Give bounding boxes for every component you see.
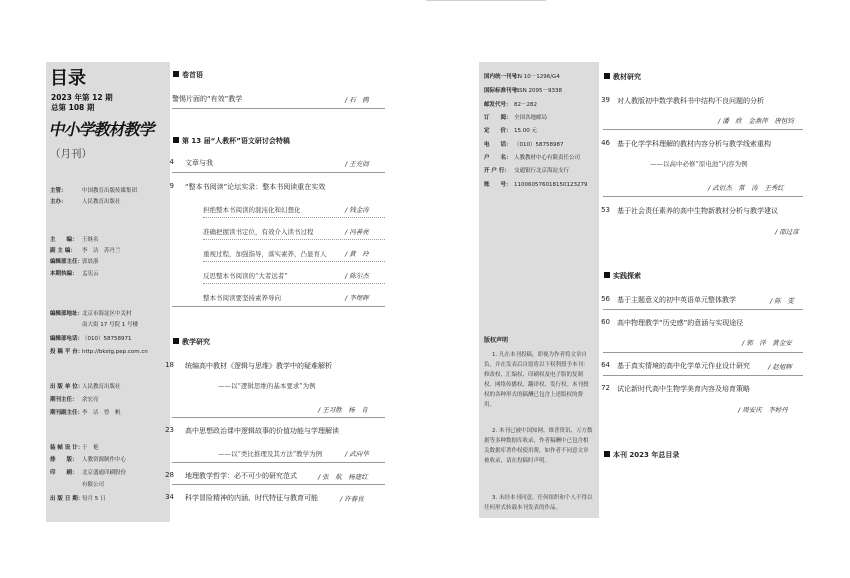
masthead-value: 人教资源制作中心 [82,457,127,463]
masthead-value: （010）58758971 [82,336,132,342]
masthead-value: 人民教育出版社 [82,384,121,390]
masthead-key: 装 帧 设 计： [50,445,84,451]
masthead-row [50,197,121,205]
masthead-value: 中国教育出版传媒集团 [82,188,138,194]
masthead-row [50,395,99,403]
toc-entry-page: 56 [601,295,610,303]
section-marker-icon [604,272,610,278]
masthead-value: 李 洁 曾 帆 [82,410,121,416]
toc-entry-page: 64 [601,361,610,369]
masthead-row [50,257,99,265]
toc-entry-subtitle: ——以高中必修“原电池”内容为例 [650,160,748,168]
divider [603,375,803,376]
meta-row [484,166,569,174]
toc-entry-page: 60 [601,318,610,326]
divider [172,108,385,109]
divider [172,417,385,418]
meta-row [484,153,580,161]
masthead-row [50,443,99,451]
divider [172,462,385,463]
meta-key: 订 阅： [484,115,512,121]
journal-logo: 中小学教材教学 [47,120,157,139]
masthead-row [50,320,138,328]
toc-entry-title[interactable]: 基于主题意义的初中英语单元整体教学 [617,296,736,304]
meta-value: 交通银行北京海淀支行 [514,168,570,174]
masthead-row [50,480,104,488]
masthead-key: 期刊主任： [50,397,78,403]
toc-subitem-author: / 钱金涛 [345,206,369,214]
divider [172,484,385,485]
toc-entry-author: / 郭 洋 黄金安 [742,339,792,347]
masthead-row [50,468,126,476]
toc-entry-page: 53 [601,206,610,214]
toc-entry-author: / 石 鸥 [345,96,369,104]
meta-row [484,113,547,121]
copyright-paragraph: 2. 本刊已被中国知网、维普资讯、万方数据等多种数据库收录，作者稿酬中已包含相关数据库著作权使用费，如作者不同意文章被收录，请在投稿时声明。 [484,428,593,464]
toc-entry-page: 28 [165,471,174,479]
meta-value: （010）58758987 [514,142,564,148]
total-issue: 总第 108 期 [51,103,95,112]
toc-entry-author: / 王习胜 杨 肯 [318,406,368,414]
toc-entry-author: / 陈 雯 [770,297,794,305]
masthead-row [50,269,99,277]
masthead-key: 排 版： [50,457,78,463]
toc-subitem-author: / 黄 玲 [345,250,369,258]
masthead-key: 主 编： [50,237,78,243]
masthead-value: http://bkstg.pep.com.cn [82,349,148,355]
toc-subitem-title[interactable]: 准确把握读书定位，有效介入读书过程 [203,228,314,236]
masthead-row [50,186,137,194]
masthead-value: 李 洁 苏丹兰 [82,248,121,254]
toc-entry-page: 4 [169,158,174,166]
toc-entry-page: 23 [165,426,174,434]
meta-row [484,180,588,188]
masthead-key: 主管： [50,188,67,194]
meta-key: 户 名： [484,155,512,161]
section-marker-icon [173,338,179,344]
toc-entry-author: / 武向华 [345,450,369,458]
masthead-value: 于 艳 [82,445,99,451]
masthead-value: 南大街 17 号院 1 号楼 [82,322,138,328]
toc-entry-title[interactable]: 基于化学学科理解的教材内容分析与教学线索重构 [617,140,771,148]
masthead-key: 印 刷： [50,470,78,476]
masthead-row [50,309,132,317]
toc-entry-title[interactable]: 文章与我 [185,159,213,167]
toc-entry-title[interactable]: 基于社会责任素养的高中生物新教材分析与教学建议 [617,207,778,215]
copyright-title: 版权声明 [484,337,509,344]
masthead-key: 投 稿 平 台： [50,349,84,355]
masthead-value: 余宏亮 [82,397,99,403]
toc-entry-author: / 赵旭辉 [768,363,792,371]
masthead-value: 有限公司 [82,482,105,488]
toc-subitem-author: / 陈尔杰 [345,272,369,280]
masthead-value: 北京市海淀区中关村 [82,311,132,317]
toc-entry-author: / 邵过彦 [775,228,799,236]
toc-entry-title[interactable]: 高中思想政治课中逻辑故事的价值功能与学理解读 [185,427,339,435]
meta-value: 人教教材中心有限责任公司 [514,155,581,161]
meta-key: 账 号： [484,182,512,188]
toc-entry-page: 46 [601,139,610,147]
divider [603,352,803,353]
copyright-paragraph: 1. 凡在本刊投稿，即视为作者将文章自负，并在发表后自愿将以下权利授予本刊：修改权、汇编权、印刷权及电子版的复制权、网络传播权、翻译权、发行权。本刊授权的各种形式的稿酬已包含上述版权的费用。 [484,352,589,408]
divider [603,129,803,130]
masthead-key: 编辑部电话： [50,336,84,342]
divider [203,217,385,218]
masthead-row [50,455,126,463]
divider [603,309,803,310]
masthead-key: 编辑部地址： [50,311,84,317]
section-marker-icon [173,71,179,77]
meta-key: 国内统一刊号： [484,74,523,80]
toc-entry-title[interactable]: 科学冒险精神的内涵、时代特征与教育可能 [185,494,318,502]
toc-entry-page: 9 [169,182,174,190]
toc-entry-title[interactable]: 基于真实情境的高中化学单元作业设计研究 [617,362,750,370]
masthead-row [50,246,121,254]
toc-entry-page: 34 [165,493,174,501]
divider [203,283,385,284]
meta-value: 82－282 [514,102,537,108]
toc-entry-page: 18 [165,361,174,369]
meta-value: ISSN 2095－9338 [514,88,562,94]
divider [172,172,385,173]
masthead-row [50,408,121,416]
masthead-value: 王继名 [82,237,99,243]
toc-subitem-title[interactable]: 整本书阅读要坚持素养导向 [203,294,281,302]
section-title-jiaoxueyanjiu: 教学研究 [182,338,210,346]
meta-key: 国际标准刊号： [484,88,523,94]
section-title-renjiaobei: 第 13 届“人教杯”语文研讨会特稿 [182,137,290,145]
section-marker-icon [173,137,179,143]
masthead-value: 北京盛通印刷股份 [82,470,127,476]
toc-subitem-title[interactable]: 重视过程，加强指导，落实素养，凸显育人 [203,250,327,258]
toc-subitem-author: / 冯善亮 [345,228,369,236]
toc-entry-author: / 潘 欣 金燕萍 唐恒钧 [718,117,794,125]
masthead-key: 本期执编： [50,271,78,277]
masthead-key: 副 主 编： [50,248,76,254]
toc-subitem-title[interactable]: 反思整本书阅读的“大者远者” [203,272,288,280]
meta-key: 邮发代号： [484,102,512,108]
toc-entry-title[interactable]: 试论新时代高中生物学美育内容及培育策略 [617,385,750,393]
toc-entry-title[interactable]: 高中物理教学“历史感”的意涵与实现途径 [617,319,744,327]
section-marker-icon [604,73,610,79]
masthead-key: 期刊副主任： [50,410,84,416]
masthead-key: 编辑部主任： [50,259,84,265]
toc-entry-page: 72 [601,384,610,392]
masthead-row [50,494,106,502]
top-divider [426,0,546,1]
divider [603,196,803,197]
toc-entry-title[interactable]: 统编高中教材《逻辑与思维》教学中的疑难解析 [185,362,332,370]
divider [203,239,385,240]
meta-value: 全国各地邮局 [514,115,548,121]
toc-entry-author: / 武衍杰 常 涛 王秀红 [708,184,784,192]
section-title-shijiantansuo: 实践探索 [613,272,641,280]
frequency-label: （月刊） [50,148,92,160]
meta-key: 定 价： [484,128,512,134]
divider [203,261,385,262]
masthead-row [50,334,132,342]
toc-entry-author: / 张 航 杨建红 [318,473,368,481]
meta-key: 开 户 行： [484,168,510,174]
masthead-value: 人民教育出版社 [82,199,121,205]
masthead-value: 郭晨浙 [82,259,99,265]
section-title-juanshouyu: 卷首语 [182,71,203,79]
divider [172,306,385,307]
section-title-annual-index[interactable]: 本刊 2023 年总目录 [613,451,680,459]
toc-subitem-author: / 李煜晖 [345,294,369,302]
masthead-value: 孟宪云 [82,271,99,277]
meta-value: CN 10－1296/G4 [514,74,560,80]
section-marker-icon [604,451,610,457]
masthead-row [50,347,148,355]
meta-row [484,86,562,94]
masthead-value: 每月 5 日 [82,496,106,502]
toc-entry-author: / 许春良 [340,495,364,503]
toc-entry-title[interactable]: 对人教版初中数学教科书中结构不良问题的分析 [617,97,764,105]
masthead-key: 主办： [50,199,67,205]
meta-row [484,100,537,108]
meta-value: 110060576018150123279 [514,182,588,188]
toc-subitem-title[interactable]: 担绝整本书阅读的混沌化和幻想化 [203,206,301,214]
issue-number: 2023 年第 12 期 [51,93,113,102]
masthead-row [50,382,121,390]
section-title-jiaocaiyanjiu: 教材研究 [613,73,641,81]
toc-entry-subtitle: ——以“逻辑思维的基本要求”为例 [218,382,316,390]
meta-row [484,126,537,134]
toc-entry-author: / 周安庆 李婷丹 [738,406,788,414]
toc-entry-title[interactable]: 地理教学哲学：必不可少的研究范式 [185,472,297,480]
copyright-paragraph: 3. 未经本刊同意，任何组织和个人不得以任何形式转载本刊发表的作品。 [484,495,593,511]
toc-entry-page: 39 [601,96,610,104]
meta-value: 15.00 元 [514,128,537,134]
masthead-key: 出 版 日 期： [50,496,84,502]
toc-heading: 目录 [50,68,86,89]
toc-entry-author: / 王充闾 [345,160,369,168]
masthead-key: 出 版 单 位： [50,384,84,390]
masthead-row [50,235,99,243]
meta-row [484,140,564,148]
toc-entry-subtitle: ——以“类比推理及其方法”教学为例 [218,450,323,458]
meta-row [484,72,560,80]
meta-key: 电 话： [484,142,512,148]
toc-entry-title[interactable]: 警惕片面的“有效”教学 [172,95,243,103]
toc-entry-title[interactable]: “整本书阅读”论坛实录：整本书阅读重在实效 [185,183,326,191]
